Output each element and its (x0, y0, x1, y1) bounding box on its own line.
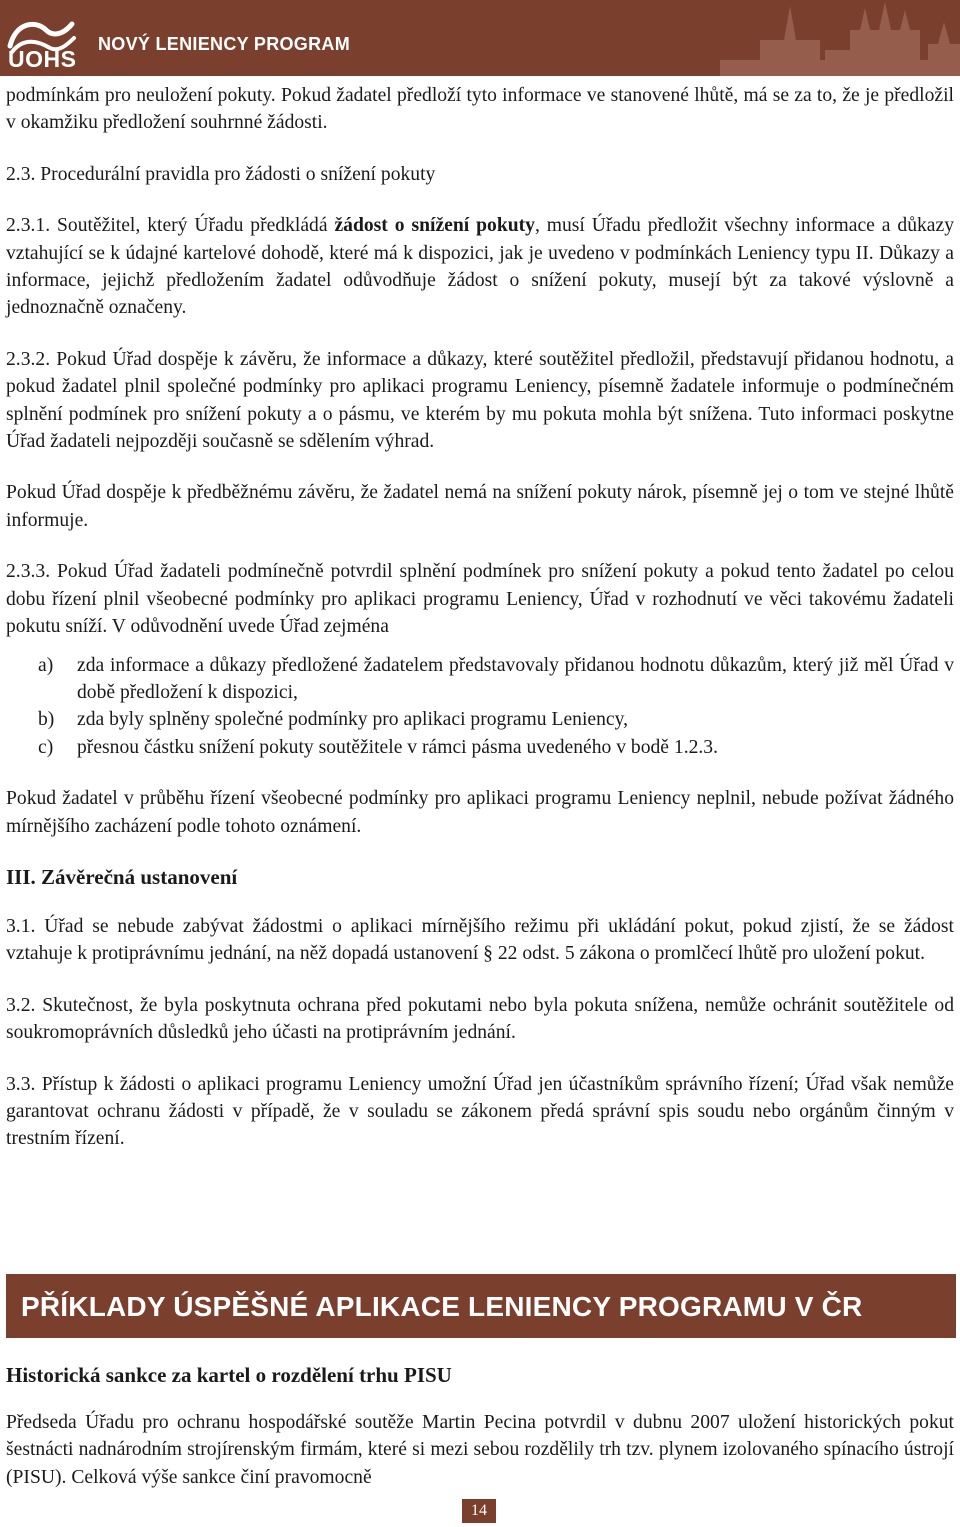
paragraph-2-3-1 (6, 212, 954, 322)
page-number: 14 (462, 1499, 496, 1523)
paragraph-2-3-1-start: 2.3.1. Soutěžitel, který Úřadu předkládá (6, 215, 335, 237)
paragraph-2-3-3: 2.3.3. Pokud Úřad žadateli podmínečně potvrdil splnění podmínek pro snížení pokuty a pokud tento žadatel po celou dobu řízení plnil všeobecné podmínky pro aplikaci programu Leniency, Úřad v rozhodnutí ve věci takovému žadateli pokutu sníží. V odůvodnění uvede Úřad zejména (6, 561, 954, 638)
case-paragraph: Předseda Úřadu pro ochranu hospodářské soutěže Martin Pecina potvrdil v dubnu 2007 uložení historických pokut šestnácti nadnárodním strojírenským firmám, které si mezi sebou rozdělily trh tzv. plynem izolovaného spínacího ústrojí (PISU). Celková výše sankce činí pravomocně (6, 1412, 954, 1488)
list-text: zda informace a důkazy předložené žadatelem představovaly přidanou hodnotu důkazům, který již měl Úřad v době předložení k dispozici, (77, 654, 954, 703)
list-marker: c) (38, 736, 54, 758)
paragraph-3-3: 3.3. Přístup k žádosti o aplikaci programu Leniency umožní Úřad jen účastníkům správního řízení; Úřad však nemůže garantovat ochranu žádosti v případě, že v souladu se zákonem předá správní spis soudu nebo orgánům činným v trestním řízení. (6, 1073, 954, 1150)
paragraph-2-3-2: 2.3.2. Pokud Úřad dospěje k závěru, že informace a důkazy, které soutěžitel předložil, představují přidanou hodnotu, a pokud žadatel plnil společné podmínky pro aplikaci programu Leniency, písemně žadatele informuje o podmínečném splnění podmínek pro snížení pokuty a o pásmu, ve kterém by mu pokuta mohla být snížena. Tuto informaci poskytne Úřad žadateli nejpozději současně se sdělením výhrad. (6, 348, 954, 453)
banner-title: PŘÍKLADY ÚSPĚŠNÉ APLIKACE LENIENCY PROGRAMU V ČR (21, 1291, 863, 1322)
reasons-list (6, 652, 954, 762)
list-item (6, 652, 954, 707)
paragraph-3-2: 3.2. Skutečnost, že byla poskytnuta ochrana před pokutami nebo byla pokuta snížena, nemůže ochránit soutěžitele od soukromoprávních důsledků jeho účasti na protiprávním jednání. (6, 994, 954, 1044)
document-body (6, 82, 954, 1177)
list-marker: a) (38, 654, 54, 676)
intro-paragraph: podmínkám pro neuložení pokuty. Pokud žadatel předloží tyto informace ve stanovené lhůtě, má se za to, že je předložil v okamžiku předložení souhrnné žádosti. (6, 85, 954, 134)
paragraph-noncompliance: Pokud žadatel v průběhu řízení všeobecné podmínky pro aplikaci programu Leniency neplnil, nebude požívat žádného mírnějšího zacházení podle tohoto oznámení. (6, 788, 954, 837)
list-marker: b) (38, 709, 55, 731)
case-section (6, 1362, 954, 1515)
list-text: zda byly splněny společné podmínky pro aplikaci programu Leniency, (77, 709, 629, 731)
paragraph-3-1: 3.1. Úřad se nebude zabývat žádostmi o aplikaci mírnějšího režimu při ukládání pokut, pokud zjistí, že se žádost vztahuje k protiprávnímu jednání, na něž dopadá ustanovení § 22 odst. 5 zákona o promlčecí lhůtě pro uložení pokut. (6, 915, 954, 965)
list-item (6, 734, 954, 761)
paragraph-preliminary: Pokud Úřad dospěje k předběžnému závěru, že žadatel nemá na snížení pokuty nárok, písemně jej o tom ve stejné lhůtě informuje. (6, 482, 954, 531)
section-heading-2-3: 2.3. Procedurální pravidla pro žádosti o snížení pokuty (6, 163, 436, 185)
logo-text: ÚOHS (8, 46, 77, 72)
page-header (0, 0, 960, 76)
program-title: NOVÝ LENIENCY PROGRAM (98, 34, 350, 54)
paragraph-2-3-1-end: , musí Úřadu předložit všechny informace a důkazy vztahující se k údajné kartelové dohodě, které má k dispozici, jak je uvedeno v podmínkách Leniency typu II. Důkazy a informace, jejichž předložením žadatel odůvodňuje žádost o snížení pokuty, musejí být za takové výslovně a jednoznačně označeny. (6, 215, 954, 319)
prague-castle-icon (700, 0, 960, 76)
list-text: přesnou částku snížení pokuty soutěžitele v rámci pásma uvedeného v bodě 1.2.3. (77, 736, 718, 758)
section-heading-iii: III. Závěrečná ustanovení (6, 864, 238, 889)
case-heading: Historická sankce za kartel o rozdělení trhu PISU (6, 1363, 452, 1387)
list-item (6, 706, 954, 733)
examples-banner (6, 1274, 956, 1338)
paragraph-2-3-1-emphasis: žádost o snížení pokuty (334, 215, 535, 237)
